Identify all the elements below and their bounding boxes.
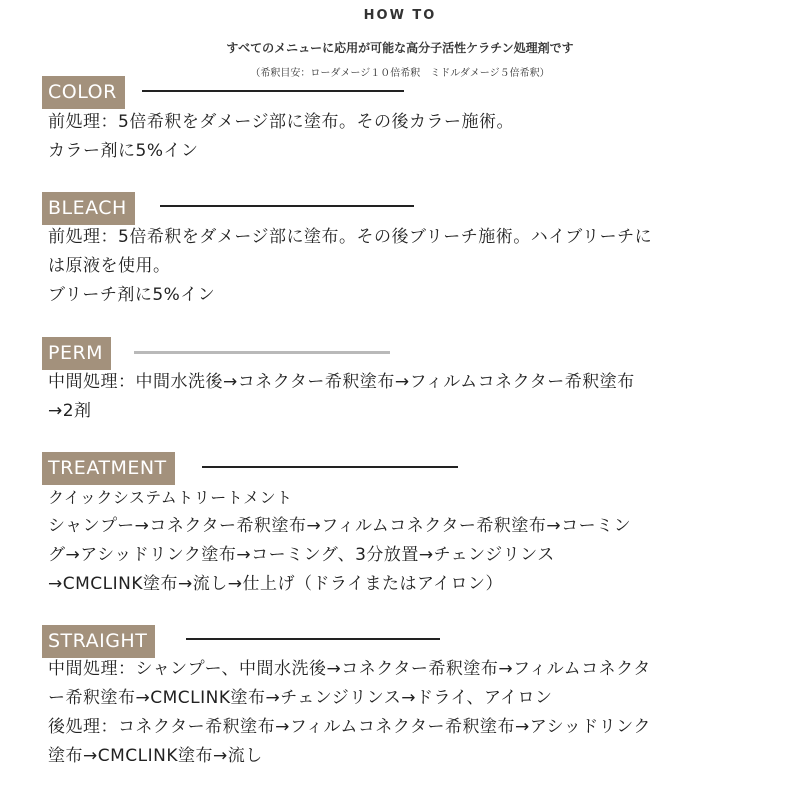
text-line: 前処理：5倍希釈をダメージ部に塗布。その後ブリーチ施術。ハイブリーチに bbox=[48, 227, 653, 247]
text-line: カラー剤に5%イン bbox=[48, 141, 199, 161]
text-line: 前処理：5倍希釈をダメージ部に塗布。その後カラー施術。 bbox=[48, 112, 514, 132]
text-line: 後処理：コネクター希釈塗布→フィルムコネクター希釈塗布→アシッドリンク bbox=[48, 717, 651, 737]
page-title: HOW TO bbox=[363, 8, 437, 23]
text-line: 中間処理：中間水洗後→コネクター希釈塗布→フィルムコネクター希釈塗布 bbox=[48, 372, 635, 392]
text-line: シャンプー→コネクター希釈塗布→フィルムコネクター希釈塗布→コーミン bbox=[48, 516, 632, 536]
text-line: ー希釈塗布→CMCLINK塗布→チェンジリンス→ドライ、アイロン bbox=[48, 688, 553, 708]
section-divider bbox=[160, 205, 414, 207]
section-label-perm: PERM bbox=[42, 337, 111, 370]
section-divider bbox=[186, 638, 440, 640]
section-label-treatment: TREATMENT bbox=[42, 452, 175, 485]
text-line: 塗布→CMCLINK塗布→流し bbox=[48, 746, 263, 766]
section-body-straight bbox=[48, 655, 768, 771]
section-body-bleach bbox=[48, 223, 768, 310]
text-line: 中間処理：シャンプー、中間水洗後→コネクター希釈塗布→フィルムコネクタ bbox=[48, 659, 651, 679]
text-line: ブリーチ剤に5%イン bbox=[48, 285, 216, 305]
text-line: →CMCLINK塗布→流し→仕上げ（ドライまたはアイロン） bbox=[48, 574, 503, 594]
section-label-straight: STRAIGHT bbox=[42, 625, 155, 658]
section-body-perm bbox=[48, 368, 768, 426]
section-label-bleach: BLEACH bbox=[42, 192, 135, 225]
section-divider bbox=[134, 351, 390, 354]
section-divider bbox=[142, 90, 404, 92]
section-divider bbox=[202, 466, 458, 468]
section-label-color: COLOR bbox=[42, 76, 125, 109]
section-body-color bbox=[48, 108, 768, 166]
text-line: クイックシステムトリートメント bbox=[48, 488, 293, 507]
dilution-note: （希釈目安：ローダメージ１０倍希釈 ミドルダメージ５倍希釈） bbox=[250, 68, 550, 79]
section-body-treatment bbox=[48, 483, 768, 599]
text-line: は原液を使用。 bbox=[48, 256, 171, 276]
page-subtitle: すべてのメニューに応用が可能な高分子活性ケラチン処理剤です bbox=[226, 41, 574, 55]
text-line: →2剤 bbox=[48, 401, 92, 421]
text-line: グ→アシッドリンク塗布→コーミング、3分放置→チェンジリンス bbox=[48, 545, 555, 565]
